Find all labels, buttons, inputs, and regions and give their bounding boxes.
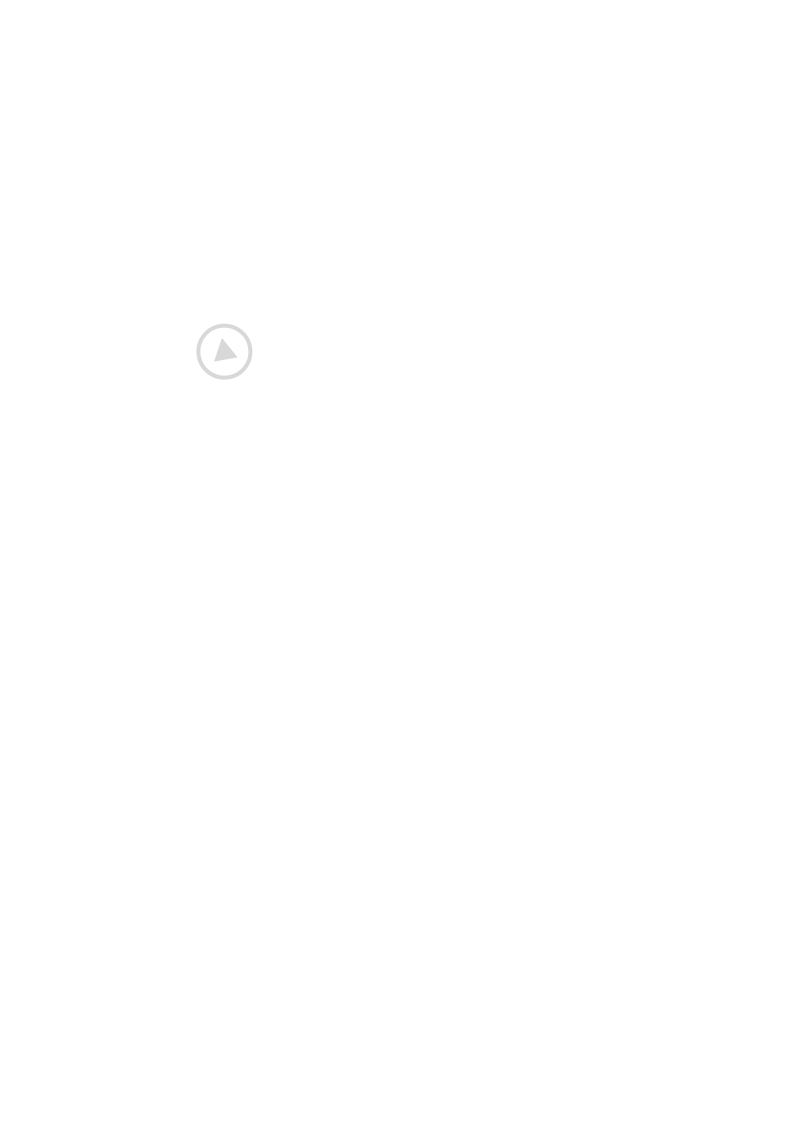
- watermark: [186, 260, 466, 443]
- logo-icon: [190, 317, 260, 387]
